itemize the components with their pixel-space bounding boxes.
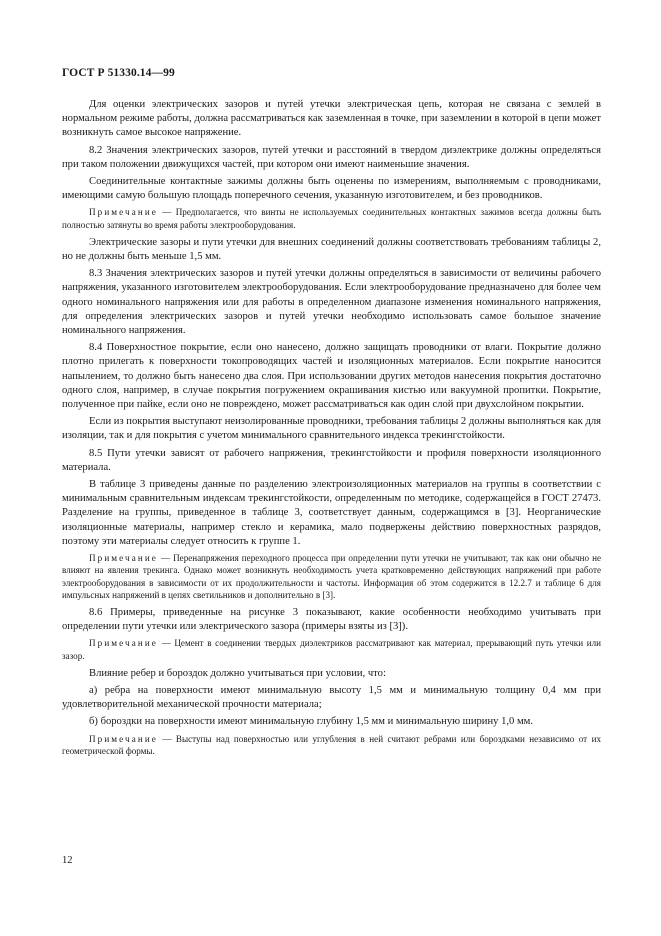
paragraph: 8.5 Пути утечки зависят от рабочего напряжения, трекингстойкости и профиля поверхности изоляционного материала. (62, 447, 601, 473)
paragraph: В таблице 3 приведены данные по разделению электроизоляционных материалов на группы в соответствии с минимальным сравнительным индексам трекингстойкости, определенным по методике, содержащейся в ГОСТ 27473. Разделение на группы, приведенное в таблице 3, соответствует данным, содержащимся в [3]. Неорганические изоляционные материалы, например стекло и керамика, мало подвержены действию поверхностных разрядов, поэтому эти материалы следует относить к группе 1. (62, 479, 601, 547)
note-label: Примечание (89, 638, 158, 649)
paragraph: Для оценки электрических зазоров и путей утечки электрическая цепь, которая не связана с землей в нормальном режиме работы, должна рассматриваться как заземленная в точке, при заземлении в которой в цепи может возникнуть самое высокое напряжение. (62, 99, 601, 139)
paragraph: Соединительные контактные зажимы должны быть оценены по измерениям, выполняемым с проводниками, имеющими самую большую площадь поперечного сечения, указанную изготовителем, и без проводников. (62, 176, 601, 202)
paragraph: Влияние ребер и бороздок должно учитываться при условии, что: (89, 667, 386, 679)
paragraph: 8.6 Примеры, приведенные на рисунке 3 показывают, какие особенности необходимо учитывать при определении пути утечки или электрического зазора (примеры взяты из [3]). (62, 606, 601, 633)
note-text: — Предполагается, что винты не используемых соединительных контактных зажимов всегда должны быть полностью затянуты во время работы электрооборудования. (62, 207, 601, 230)
paragraph: 8.2 Значения электрических зазоров, путей утечки и расстояний в твердом диэлектрике должны определяться при таком положении движущихся частей, при котором они имеют наименьшие значения. (62, 144, 601, 170)
note-label: Примечание (89, 733, 158, 744)
note (62, 637, 601, 661)
paragraph: Электрические зазоры и пути утечки для внешних соединений должны соответствовать требованиям таблицы 2, но не должны быть меньше 1,5 мм. (62, 236, 601, 263)
note (62, 552, 601, 601)
page-number: 12 (62, 855, 73, 866)
note (62, 733, 601, 757)
paragraph: 8.3 Значения электрических зазоров и путей утечки должны определяться в зависимости от величины рабочего напряжения, указанного изготовителем электрооборудования. Если электрооборудование предназначено для более чем одного номинального напряжения или для работы в определенном диапазоне изменения номинального напряжения, для определения электрических зазоров и путей утечки необходимо использовать самое большое значение номинального напряжения. (62, 268, 601, 337)
note-label: Примечание (89, 207, 158, 218)
list-item: б) бороздки на поверхности имеют минимальную глубину 1,5 мм и минимальную ширину 1,0 мм. (89, 716, 534, 728)
note-text: — Выступы над поверхностью или углубления в ней считают ребрами или бороздками независимо от их геометрической формы. (62, 733, 601, 756)
paragraph: 8.4 Поверхностное покрытие, если оно нанесено, должно защищать проводники от влаги. Покрытие должно плотно прилегать к поверхности токопроводящих частей и изоляционных материалов. Если покрытие наносится напылением, то должно быть нанесено два слоя. При использовании других методов нанесения покрытия достаточно одного слоя, например, в случае покрытия погружением окрашивания кистью или вакуумной пропитки. Покрытие, полученное при пайке, если оно не повреждено, может рассматриваться как один слой при двухслойном покрытии. (62, 342, 601, 411)
list-item: а) ребра на поверхности имеют минимальную высоту 1,5 мм и минимальную толщину 0,4 мм при удовлетворительной механической прочности материала; (62, 684, 601, 711)
note-text: — Перенапряжения переходного процесса при определении пути утечки не учитывают, так как они обычно не влияют на явления трекинга. Однако может возникнуть необходимость учета кратковременно действующих напряжений при работе электрооборудования в зависимости от их продолжительности и частоты. Информация об этом содержится в 12.2.7 и таблице 6 для импульсных напряжений в цепях светильников и дополнительно в [3]. (62, 553, 601, 600)
document-body (62, 98, 601, 757)
standard-header: ГОСТ Р 51330.14—99 (62, 67, 175, 79)
note (62, 206, 601, 230)
note-label: Примечание (89, 553, 158, 564)
note-text: — Цемент в соединении твердых диэлектриков рассматривают как материал, прерывающий путь утечки или зазор. (62, 638, 601, 661)
paragraph: Если из покрытия выступают неизолированные проводники, требования таблицы 2 должны выполняться как для изоляции, так и для покрытия с учетом минимального сравнительного индекса трекингстойкости. (62, 416, 601, 442)
